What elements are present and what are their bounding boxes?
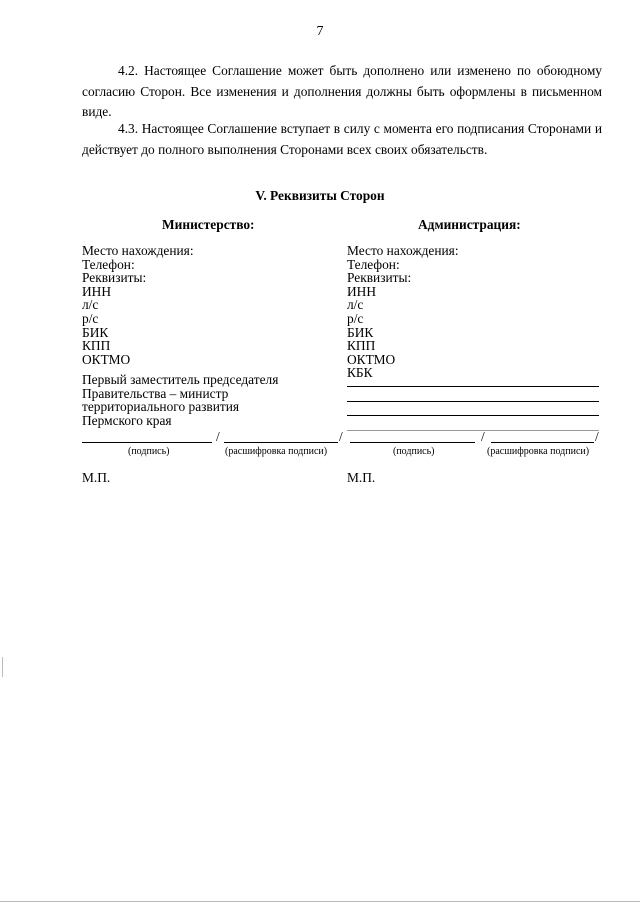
ministry-field-ls: л/с <box>82 297 99 313</box>
ministry-field-rs: р/с <box>82 310 99 326</box>
ministry-field-phone: Телефон: <box>82 256 135 272</box>
ministry-signatory-position <box>82 373 278 427</box>
blank-line <box>347 373 599 387</box>
administration-field-oktmo: ОКТМО <box>347 351 396 367</box>
administration-field-ls: л/с <box>347 297 364 313</box>
administration-field-requisites: Реквизиты: <box>347 270 412 286</box>
administration-decoding-caption: (расшифровка подписи) <box>487 446 590 457</box>
administration-stamp-place: М.П. <box>347 470 376 485</box>
administration-field-kpp: КПП <box>347 338 376 354</box>
ministry-signature-caption: (подпись) <box>128 446 170 457</box>
administration-field-inn: ИНН <box>347 283 377 299</box>
position-line: Правительства – министр <box>82 385 229 401</box>
ministry-field-address: Место нахождения: <box>82 243 194 258</box>
ministry-decoding-caption: (расшифровка подписи) <box>225 446 328 457</box>
administration-requisites <box>347 244 602 380</box>
position-line: территориального развития <box>82 399 240 415</box>
slash: / <box>216 429 220 444</box>
administration-field-bik: БИК <box>347 324 374 340</box>
administration-field-rs: р/с <box>347 310 364 326</box>
paragraph-4-2: 4.2. Настоящее Соглашение может быть дополнено или изменено по обоюдному согласию Сторон. Все изменения и дополнения должны быть оформлены в письменном виде. <box>82 63 602 119</box>
slash: / <box>481 429 485 444</box>
position-line: Первый заместитель председателя <box>82 372 279 387</box>
ministry-field-oktmo: ОКТМО <box>82 351 131 367</box>
ministry-signature-line <box>82 442 212 443</box>
page-number: 7 <box>316 24 324 39</box>
scan-bottom-edge <box>0 901 640 902</box>
blank-line <box>347 402 599 416</box>
blank-line <box>347 388 599 402</box>
administration-field-kbk: КБК <box>347 365 373 381</box>
administration-signature-caption: (подпись) <box>393 446 435 457</box>
ministry-field-kpp: КПП <box>82 338 111 354</box>
ministry-field-bik: БИК <box>82 324 109 340</box>
section-title: V. Реквизиты Сторон <box>255 188 385 203</box>
signature-row <box>0 427 640 443</box>
slash: / <box>595 429 599 444</box>
ministry-heading: Министерство: <box>162 217 255 232</box>
ministry-field-requisites: Реквизиты: <box>82 270 147 286</box>
administration-heading: Администрация: <box>418 217 521 232</box>
ministry-requisites <box>82 244 342 366</box>
administration-signature-line <box>350 442 475 443</box>
administration-position-blank-lines <box>347 373 599 431</box>
slash: / <box>339 429 343 444</box>
ministry-decoding-line <box>224 442 338 443</box>
ministry-field-inn: ИНН <box>82 283 112 299</box>
ministry-stamp-place: М.П. <box>82 470 111 485</box>
position-line: Пермского края <box>82 412 172 428</box>
administration-decoding-line <box>491 442 594 443</box>
administration-field-phone: Телефон: <box>347 256 400 272</box>
administration-field-address: Место нахождения: <box>347 243 459 258</box>
scan-edge-mark <box>2 657 3 677</box>
paragraph-4-3: 4.3. Настоящее Соглашение вступает в силу с момента его подписания Сторонами и действует до полного выполнения Сторонами всех своих обязательств. <box>82 121 602 157</box>
